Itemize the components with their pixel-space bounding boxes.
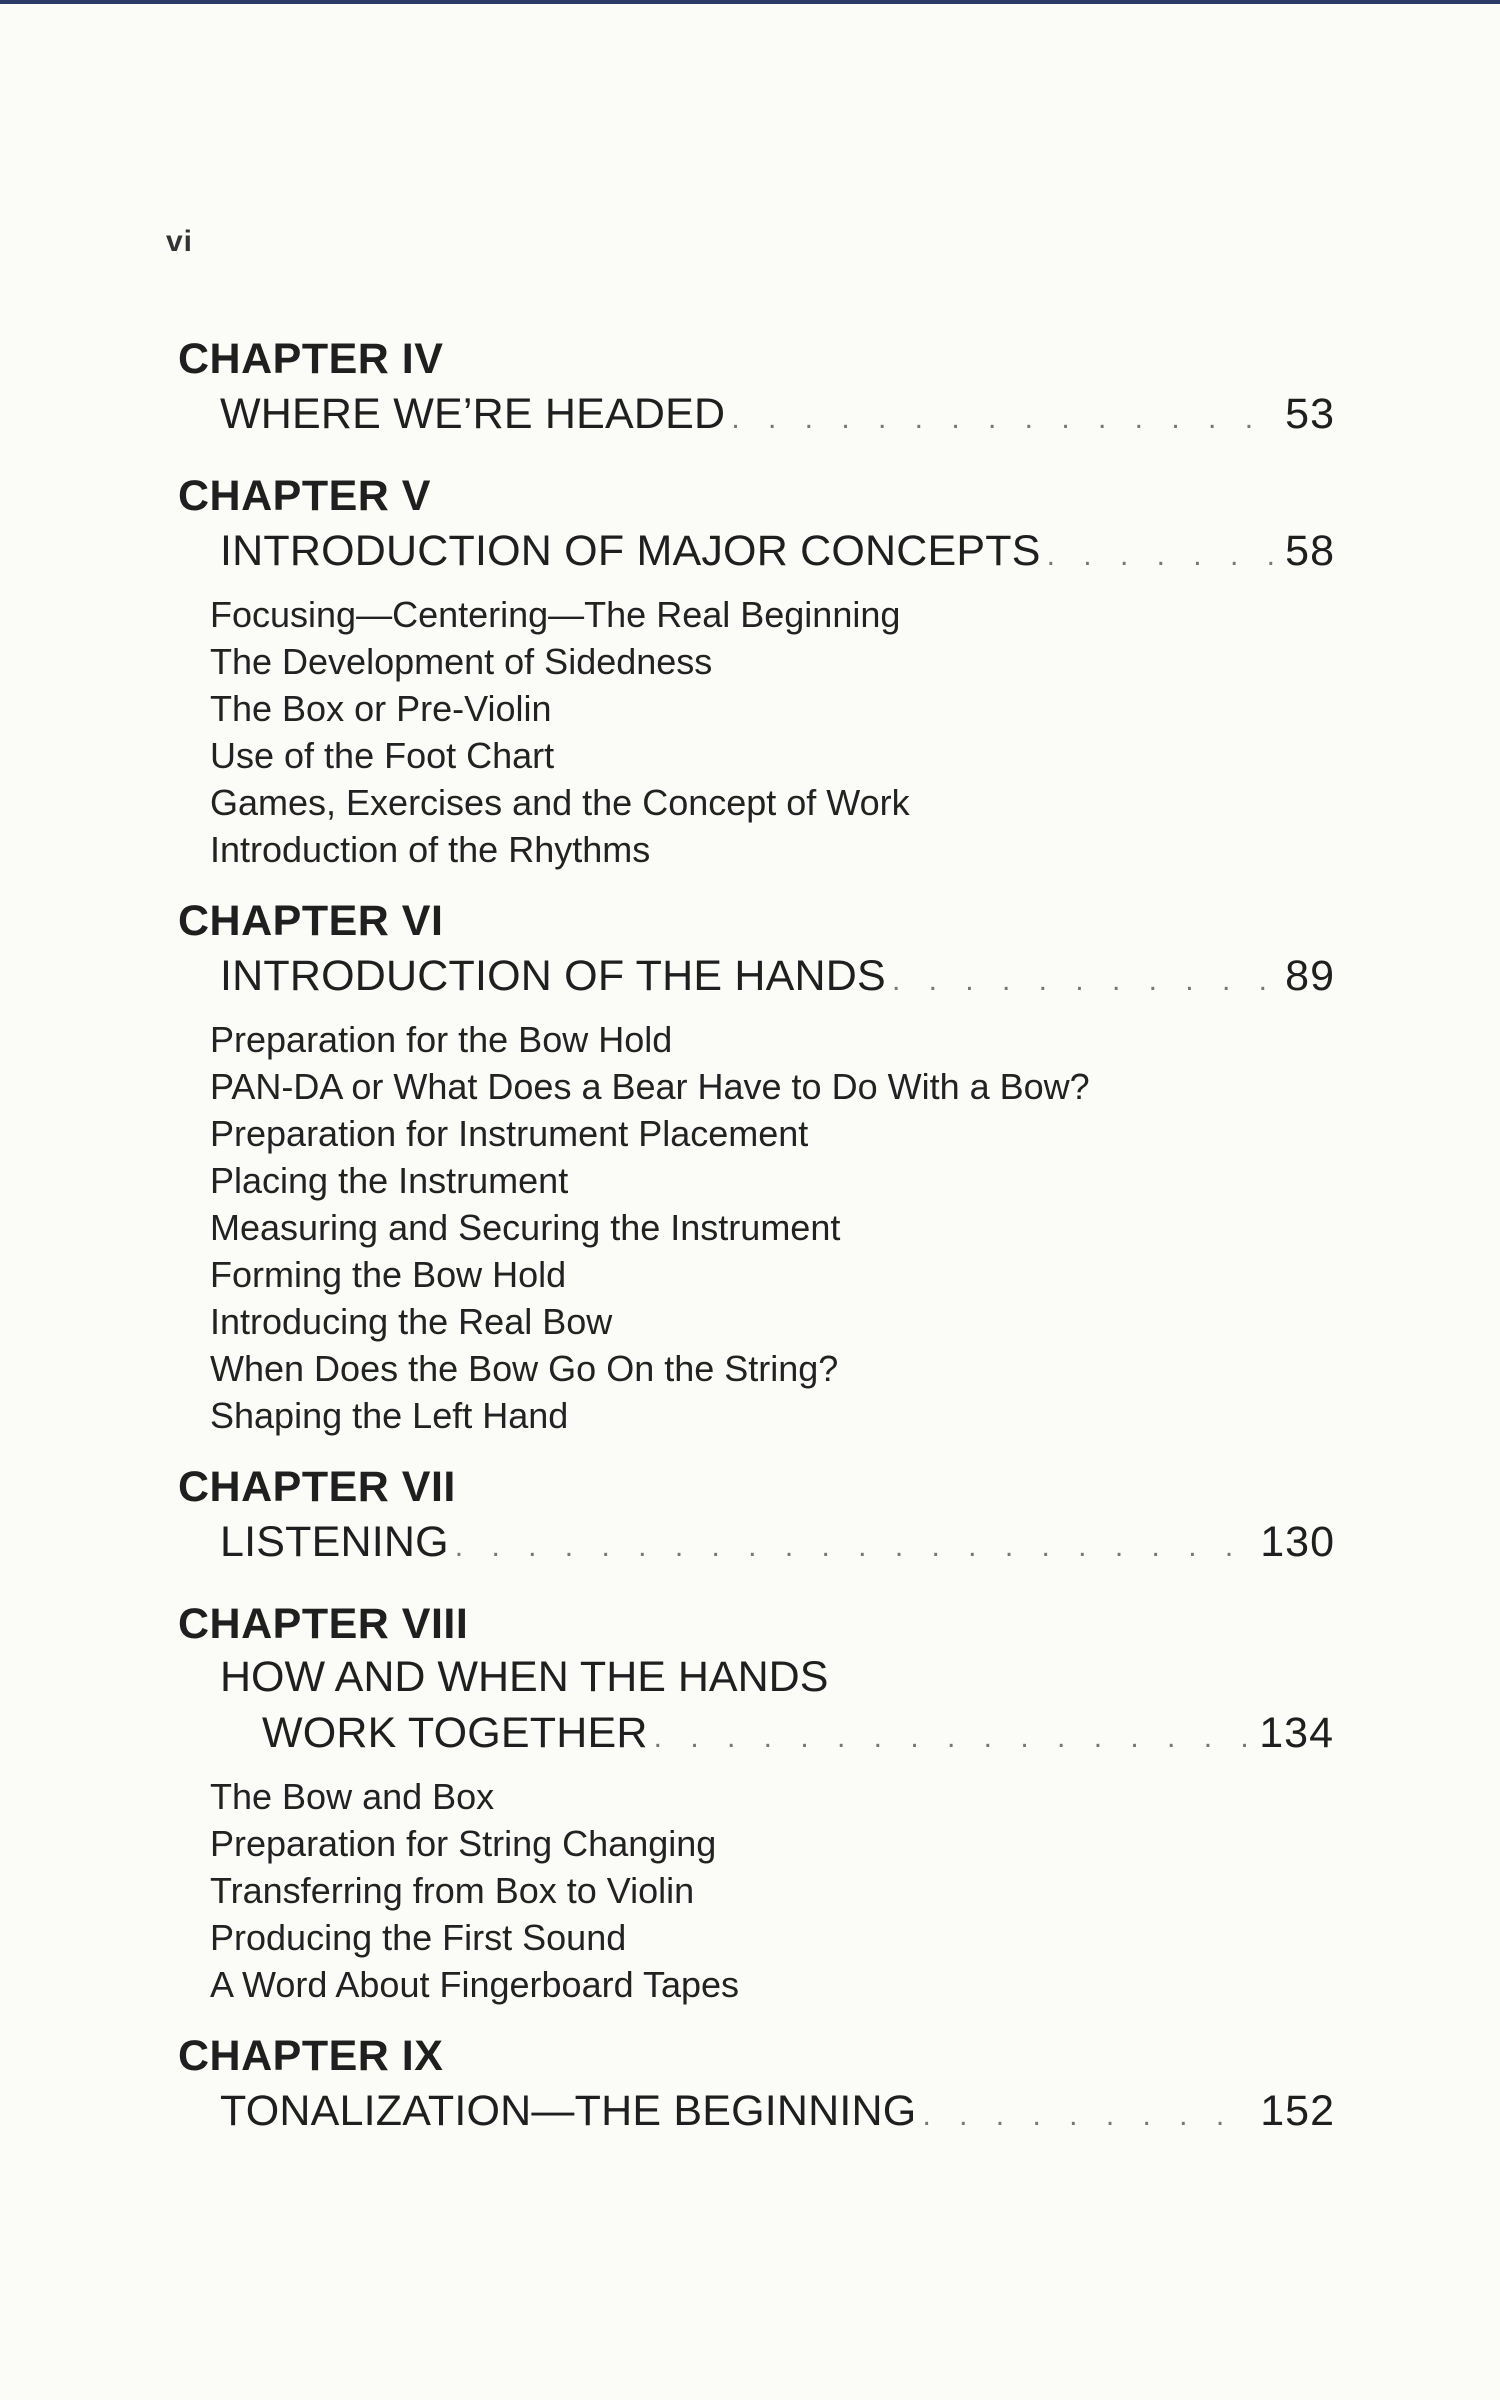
chapter-title-row[interactable] <box>220 1513 1335 1576</box>
chapter-title: LISTENING <box>220 1518 449 1566</box>
dot-leader <box>654 1709 1254 1767</box>
section-item[interactable]: Transferring from Box to Violin <box>210 1870 695 1911</box>
section-item[interactable]: Introducing the Real Bow <box>210 1301 613 1342</box>
chapter-7 <box>166 1461 1346 1576</box>
page-reference: 152 <box>1260 2087 1335 2135</box>
chapter-label: CHAPTER IX <box>178 2032 444 2080</box>
section-item[interactable]: A Word About Fingerboard Tapes <box>210 1964 740 2005</box>
chapter-title-row[interactable] <box>262 1704 1334 1767</box>
section-item[interactable]: Measuring and Securing the Instrument <box>210 1207 841 1248</box>
section-item[interactable]: Focusing—Centering—The Real Beginning <box>210 594 901 635</box>
chapter-label: CHAPTER V <box>178 472 431 520</box>
chapter-label: CHAPTER IV <box>178 335 444 383</box>
section-item[interactable]: Preparation for the Bow Hold <box>210 1019 673 1060</box>
chapter-4 <box>166 333 1346 448</box>
chapter-title: WORK TOGETHER <box>262 1709 648 1757</box>
section-item[interactable]: Games, Exercises and the Concept of Work <box>210 782 910 823</box>
page-reference: 89 <box>1285 952 1335 1000</box>
page-reference: 130 <box>1260 1518 1335 1566</box>
section-item[interactable]: The Box or Pre-Violin <box>210 688 552 729</box>
section-list <box>166 1773 1346 2008</box>
chapter-title-row[interactable] <box>220 522 1335 585</box>
chapter-title: INTRODUCTION OF THE HANDS <box>220 952 886 1000</box>
chapter-title: WHERE WE’RE HEADED <box>220 390 726 438</box>
chapter-label: CHAPTER VI <box>178 897 444 945</box>
page-reference: 58 <box>1285 527 1335 575</box>
chapter-label: CHAPTER VIII <box>178 1600 469 1648</box>
section-item[interactable]: The Bow and Box <box>210 1776 495 1817</box>
chapter-8 <box>166 1598 1346 2008</box>
section-item[interactable]: Use of the Foot Chart <box>210 735 555 776</box>
dot-leader <box>455 1518 1254 1576</box>
section-item[interactable]: Shaping the Left Hand <box>210 1395 569 1436</box>
dot-leader <box>922 2087 1254 2145</box>
chapter-9 <box>166 2030 1346 2145</box>
chapter-title-line-1[interactable]: HOW AND WHEN THE HANDS <box>220 1653 829 1701</box>
page-reference: 53 <box>1285 390 1335 438</box>
page-reference: 134 <box>1259 1709 1334 1757</box>
section-item[interactable]: Placing the Instrument <box>210 1160 569 1201</box>
top-edge-rule <box>0 0 1500 4</box>
section-item[interactable]: When Does the Bow Go On the String? <box>210 1348 839 1389</box>
section-item[interactable]: Producing the First Sound <box>210 1917 627 1958</box>
dot-leader <box>892 952 1279 1010</box>
section-list <box>166 591 1346 873</box>
chapter-6 <box>166 895 1346 1439</box>
page-number: vi <box>166 225 194 258</box>
chapter-label: CHAPTER VII <box>178 1463 456 1511</box>
chapter-5 <box>166 470 1346 873</box>
chapter-title: INTRODUCTION OF MAJOR CONCEPTS <box>220 527 1041 575</box>
section-item[interactable]: Forming the Bow Hold <box>210 1254 567 1295</box>
section-item[interactable]: PAN-DA or What Does a Bear Have to Do With a Bow? <box>210 1066 1090 1107</box>
section-item[interactable]: Preparation for String Changing <box>210 1823 717 1864</box>
chapter-title-row[interactable] <box>220 947 1335 1010</box>
section-item[interactable]: Preparation for Instrument Placement <box>210 1113 809 1154</box>
chapter-title-row[interactable] <box>220 2082 1335 2145</box>
dot-leader <box>731 390 1279 448</box>
section-item[interactable]: The Development of Sidedness <box>210 641 713 682</box>
table-of-contents <box>166 225 1346 2167</box>
section-list <box>166 1016 1346 1439</box>
dot-leader <box>1047 527 1280 585</box>
chapter-title: TONALIZATION—THE BEGINNING <box>220 2087 917 2135</box>
chapter-title-row[interactable] <box>220 385 1335 448</box>
section-item[interactable]: Introduction of the Rhythms <box>210 829 651 870</box>
